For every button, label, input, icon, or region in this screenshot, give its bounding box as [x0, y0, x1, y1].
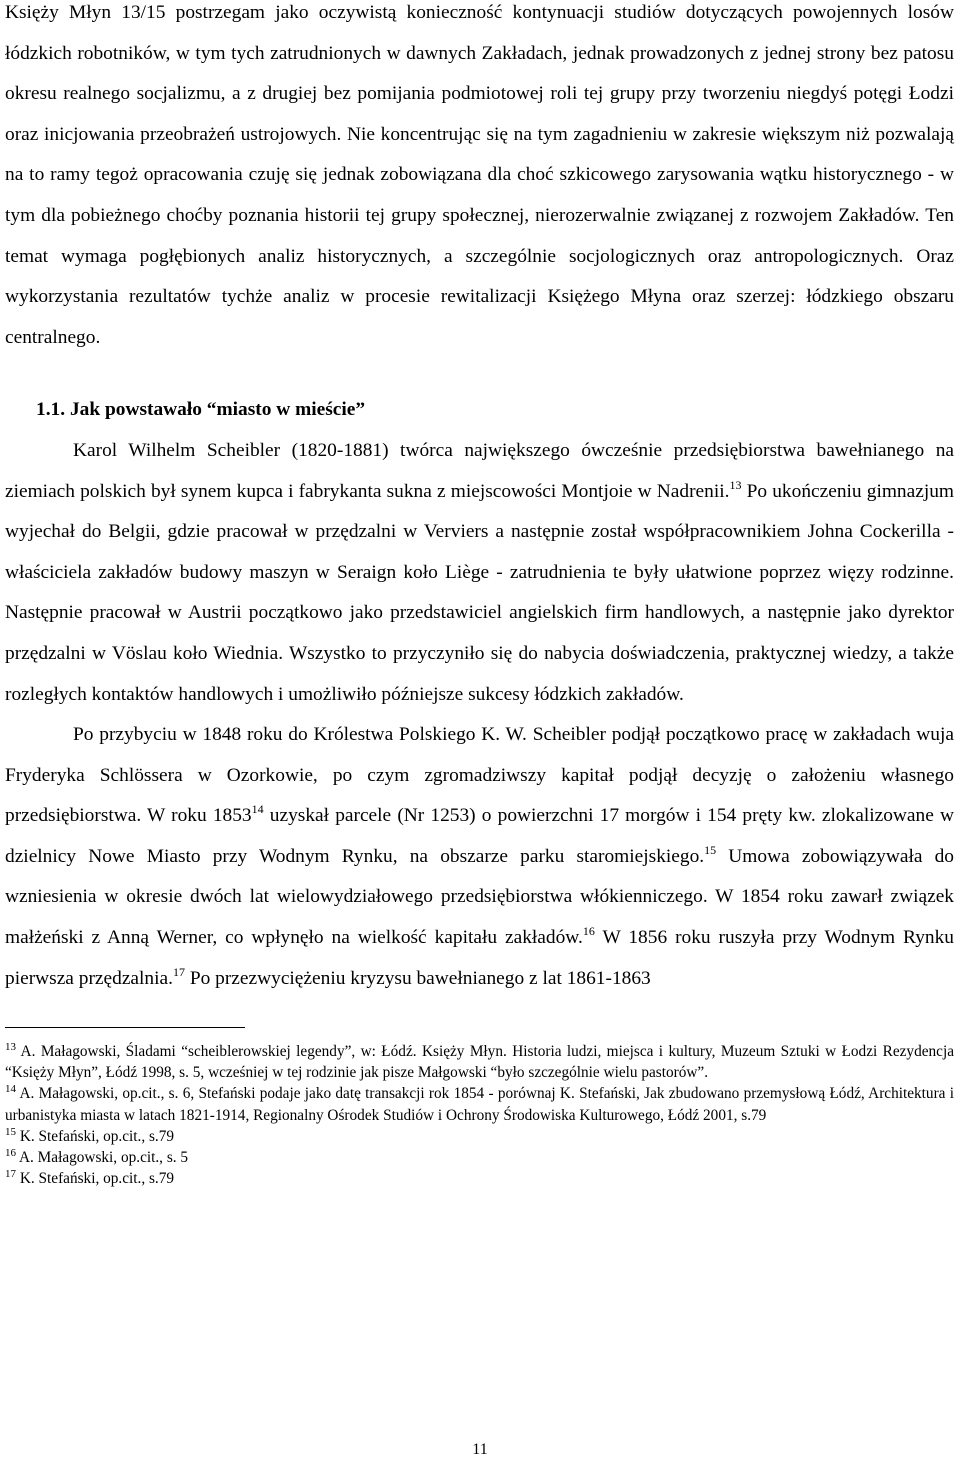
footnote-ref-17[interactable]: 17 [172, 964, 185, 979]
footnote-text: K. Stefański, op.cit., s.79 [16, 1127, 175, 1145]
paragraph-text: W 1856 roku ruszyła przy Wodnym Rynku pierwsza przędzalnia. [5, 927, 954, 989]
footnote-16 [5, 1147, 954, 1168]
footnote-ref-16[interactable]: 16 [582, 924, 595, 939]
paragraph-text: uzyskał parcele (Nr 1253) o powierzchni 17 morgów i 154 pręty kw. zlokalizowane w dzielnicy Nowe Miasto przy Wodnym Rynku, na obszarze parku staromiejskiego. [5, 805, 954, 867]
footnote-15 [5, 1126, 954, 1147]
paragraph-factory-founding [5, 715, 954, 999]
footnote-14 [5, 1083, 954, 1125]
footnote-number: 16 [5, 1146, 16, 1159]
footnote-number: 14 [5, 1083, 16, 1096]
footnote-number: 17 [5, 1167, 16, 1180]
footnote-13 [5, 1041, 954, 1083]
paragraph-intro [5, 0, 954, 358]
footnote-text: A. Małagowski, Śladami “scheiblerowskiej legendy”, w: Łódź. Księży Młyn. Historia ludzi, miejsca i kultury, Muzeum Sztuki w Łodzi Rezydencja “Księży Młyn”, Łódź 1998, s. 5, wcześniej w tej rodzinie jak pisze Małgowski “było szczególnie wielu pastorów”. [5, 1043, 954, 1082]
footnote-text: K. Stefański, op.cit., s.79 [16, 1169, 175, 1187]
footnote-ref-13[interactable]: 13 [729, 477, 742, 492]
footnote-text: A. Małagowski, op.cit., s. 6, Stefański podaje jako datę transakcji rok 1854 - porównaj K. Stefański, Jak zbudowano przemysłową Łódź, Architektura i urbanistyka miasta w latach 1821-1914, Regionalny Ośrodek Studiów i Ochrony Środowiska Kulturowego, Łódź 2001, s.79 [5, 1085, 954, 1124]
page-number: 11 [472, 1441, 488, 1458]
footnotes-section [5, 1041, 954, 1189]
paragraph-text: Karol Wilhelm Scheibler (1820-1881) twórca największego ówcześnie przedsiębiorstwa bawełnianego na ziemiach polskich był synem kupca i fabrykanta sukna z miejscowości Montjoie w Nadrenii. [5, 439, 954, 502]
paragraph-text: Po przybyciu w 1848 roku do Królestwa Polskiego K. W. Scheibler podjął początkowo pracę w zakładach wuja Fryderyka Schlössera w Ozorkowie, po czym zgromadziwszy kapitał podjął decyzję o założeniu własnego przedsiębiorstwa. W roku 1853 [5, 724, 954, 827]
footnote-ref-15[interactable]: 15 [704, 842, 717, 857]
section-heading-number: 1.1. [36, 399, 66, 421]
paragraph-scheibler-biography [5, 431, 954, 715]
footnote-17 [5, 1168, 954, 1189]
paragraph-text: Po przezwyciężeniu kryzysu bawełnianego z lat 1861-1863 [184, 967, 651, 989]
footnote-text: A. Małagowski, op.cit., s. 5 [16, 1148, 189, 1166]
footnote-number: 15 [5, 1125, 16, 1138]
footnote-number: 13 [5, 1041, 16, 1054]
footnote-separator [5, 1027, 245, 1028]
section-heading [36, 390, 954, 431]
section-heading-title: Jak powstawało “miasto w mieście” [69, 399, 366, 421]
paragraph-intro-text: Księży Młyn 13/15 postrzegam jako oczywistą konieczność kontynuacji studiów dotyczących powojennych losów łódzkich robotników, w tym tych zatrudnionych w dawnych Zakładach, jednak prowadzonych z jednej strony bez patosu okresu realnego socjalizmu, a z drugiej bez pomijania podmiotowej roli tej grupy przy tworzeniu niegdyś potęgi Łodzi oraz inicjowania przeobrażeń ustrojowych. Nie koncentrując się na tym zagadnieniu w zakresie większym niż pozwalają na to ramy tegoż opracowania czuję się jednak zobowiązana dla choć szkicowego zarysowania wątku historycznego - w tym dla pobieżnego choćby poznania historii tej grupy społecznej, nierozerwalnie związanej z rozwojem Zakładów. Ten temat wymaga pogłębionych analiz historycznych, a szczególnie socjologicznych oraz antropologicznych. Oraz wykorzystania rezultatów tychże analiz w procesie rewitalizacji Księżego Młyna oraz szerzej: łódzkiego obszaru centralnego. [5, 2, 954, 348]
paragraph-text: Po ukończeniu gimnazjum wyjechał do Belgii, gdzie pracował w przędzalni w Verviers a następnie został współpracownikiem Johna Cockerilla - właściciela zakładów budowy maszyn w Seraign koło Liège - zatrudnienia te były ułatwione poprzez więzy rodzinne. Następnie pracował w Austrii początkowo jako przedstawiciel angielskich firm handlowych, a następnie jako dyrektor przędzalni w Vöslau koło Wiednia. Wszystko to przyczyniło się do nabycia doświadczenia, praktycznej wiedzy, a także rozległych kontaktów handlowych i umożliwiło późniejsze sukcesy łódzkich zakładów. [5, 480, 954, 705]
footnote-ref-14[interactable]: 14 [251, 802, 264, 817]
paragraph-text: Umowa zobowiązywała do wzniesienia w okresie dwóch lat wielowydziałowego przedsiębiorstwa włókienniczego. W 1854 roku zawarł związek małżeński z Anną Werner, co wpłynęło na wielkość kapitału zakładów. [5, 845, 954, 949]
